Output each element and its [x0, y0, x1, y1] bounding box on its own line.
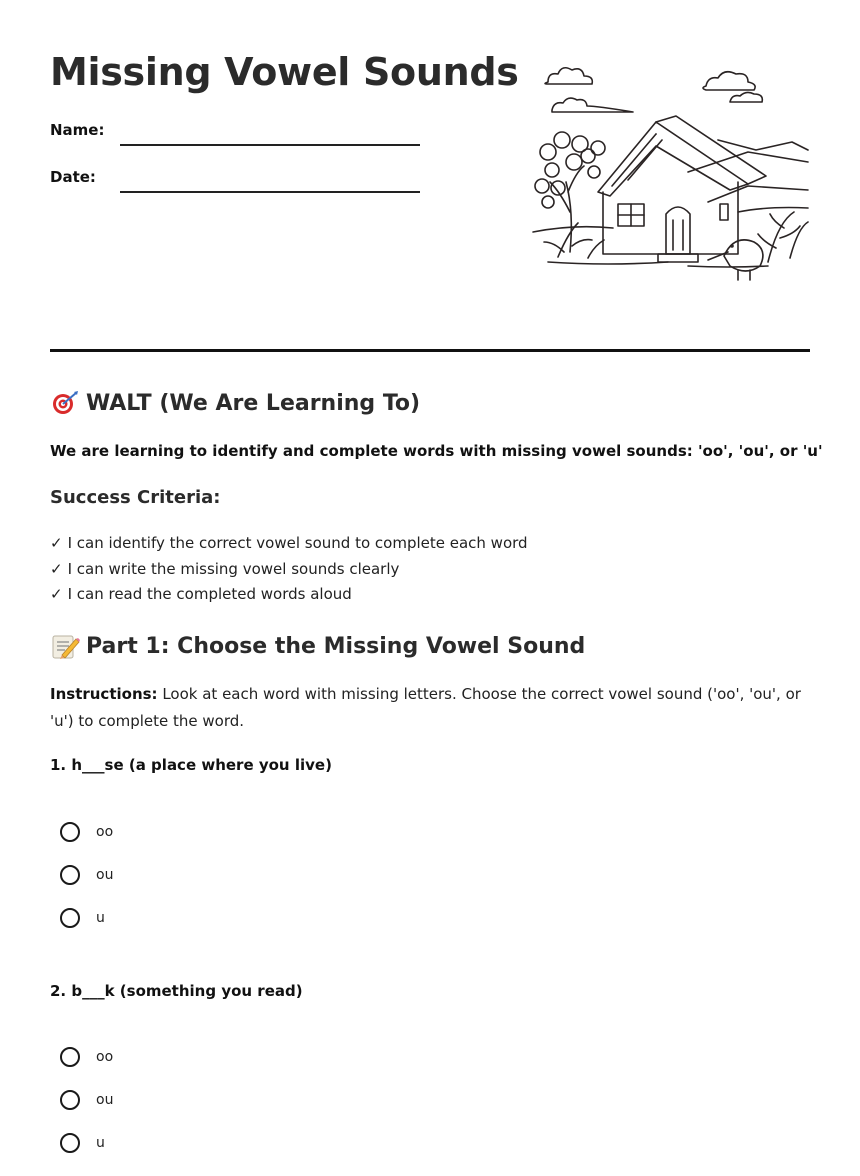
criteria-item: ✓ I can write the missing vowel sounds clearly	[50, 559, 400, 578]
question-prompt: 2. b___k (something you read)	[50, 982, 303, 1000]
name-field[interactable]	[50, 121, 430, 151]
radio-button[interactable]	[60, 908, 80, 928]
cloud-icon	[545, 68, 592, 84]
radio-button[interactable]	[60, 1047, 80, 1067]
check-icon: ✓	[50, 559, 63, 578]
cloud-icon	[552, 98, 633, 112]
name-line[interactable]	[120, 144, 420, 146]
option-u[interactable]: u	[60, 1133, 113, 1176]
option-oo[interactable]: oo	[60, 822, 113, 865]
page-title: Missing Vowel Sounds	[50, 50, 519, 94]
memo-pencil-icon	[50, 633, 80, 659]
check-icon: ✓	[50, 585, 63, 603]
instructions-text: Look at each word with missing letters. Choose the correct vowel sound ('oo', 'ou', or 'u') to complete the word.	[50, 685, 801, 730]
walt-statement: We are learning to identify and complete words with missing vowel sounds: 'oo', 'ou', or 'u'	[50, 442, 823, 460]
radio-button[interactable]	[60, 822, 80, 842]
name-label: Name:	[50, 121, 105, 139]
instructions-label: Instructions:	[50, 685, 158, 703]
date-label: Date:	[50, 168, 96, 186]
target-icon	[50, 390, 80, 416]
part1-heading-text: Part 1: Choose the Missing Vowel Sound	[86, 633, 586, 659]
option-ou[interactable]: ou	[60, 865, 113, 908]
success-criteria-list	[50, 532, 528, 609]
radio-button[interactable]	[60, 865, 80, 885]
option-oo[interactable]: oo	[60, 1047, 113, 1090]
date-line[interactable]	[120, 191, 420, 193]
house-illustration	[528, 62, 813, 284]
criteria-item: ✓ I can read the completed words aloud	[50, 585, 352, 603]
check-icon: ✓	[50, 534, 63, 552]
instructions	[50, 681, 810, 735]
radio-button[interactable]	[60, 1133, 80, 1153]
cloud-icon	[730, 92, 762, 102]
part1-heading	[50, 633, 585, 659]
walt-heading-text: WALT (We Are Learning To)	[86, 390, 421, 416]
option-ou[interactable]: ou	[60, 1090, 113, 1133]
radio-button[interactable]	[60, 1090, 80, 1110]
question-options	[60, 1047, 113, 1176]
walt-heading	[50, 390, 420, 416]
date-field[interactable]	[50, 168, 430, 198]
success-criteria-heading: Success Criteria:	[50, 487, 221, 508]
cloud-icon	[703, 72, 755, 90]
question-prompt: 1. h___se (a place where you live)	[50, 756, 332, 774]
criteria-item: ✓ I can identify the correct vowel sound to complete each word	[50, 534, 528, 552]
header-divider	[50, 349, 810, 352]
option-u[interactable]: u	[60, 908, 113, 951]
question-options	[60, 822, 113, 951]
